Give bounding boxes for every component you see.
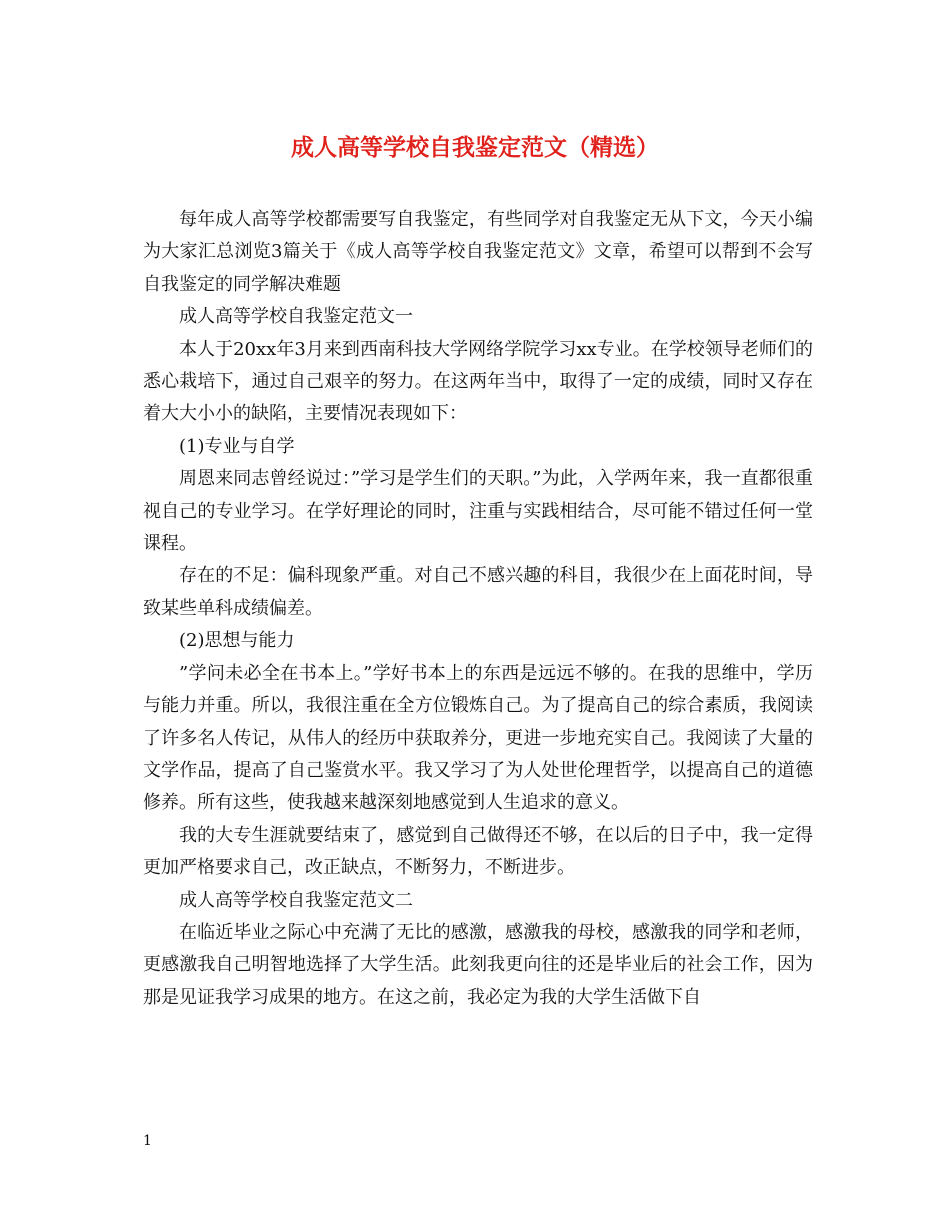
paragraph: 存在的不足：偏科现象严重。对自己不感兴趣的科目，我很少在上面花时间，导致某些单科成绩偏差。 [143,565,813,619]
page-number: 1 [143,1133,152,1149]
section-heading-two: 成人高等学校自我鉴定范文二 [179,889,413,911]
paragraph: 在临近毕业之际心中充满了无比的感激，感激我的母校，感激我的同学和老师，更感激我自己明智地选择了大学生活。此刻我更向往的还是毕业后的社会工作，因为那是见证我学习成果的地方。在这之前，我必定为我的大学生活做下自 [143,921,813,1008]
section-heading-one: 成人高等学校自我鉴定范文一 [179,306,413,328]
document-title: 成人高等学校自我鉴定范文（精选） [291,134,659,161]
paragraph: ”学问未必全在书本上。”学好书本上的东西是远远不够的。在我的思维中，学历与能力并重。所以，我很注重在全方位锻炼自己。为了提高自己的综合素质，我阅读了许多名人传记，从伟人的经历中获取养分，更进一步地充实自己。我阅读了大量的文学作品，提高了自己鉴赏水平。我又学习了为人处世伦理哲学，以提高自己的道德修养。所有这些，使我越来越深刻地感觉到人生追求的意义。 [143,662,813,814]
subheading-major-study: (1)专业与自学 [179,435,295,457]
paragraph: 本人于20xx年3月来到西南科技大学网络学院学习xx专业。在学校领导老师们的悉心栽培下，通过自己艰辛的努力。在这两年当中，取得了一定的成绩，同时又存在着大大小小的缺陷，主要情况表现如下： [143,338,813,425]
document-body [143,204,813,1014]
subheading-thought-ability: (2)思想与能力 [179,630,295,652]
paragraph: 周恩来同志曾经说过：”学习是学生们的天职。”为此，入学两年来，我一直都很重视自己的专业学习。在学好理论的同时，注重与实践相结合，尽可能不错过任何一堂课程。 [143,468,813,555]
paragraph: 我的大专生涯就要结束了，感觉到自己做得还不够，在以后的日子中，我一定得更加严格要求自己，改正缺点，不断努力，不断进步。 [143,824,813,879]
paragraph-intro: 每年成人高等学校都需要写自我鉴定，有些同学对自我鉴定无从下文，今天小编为大家汇总浏览3篇关于《成人高等学校自我鉴定范文》文章，希望可以帮到不会写自我鉴定的同学解决难题 [143,209,813,295]
